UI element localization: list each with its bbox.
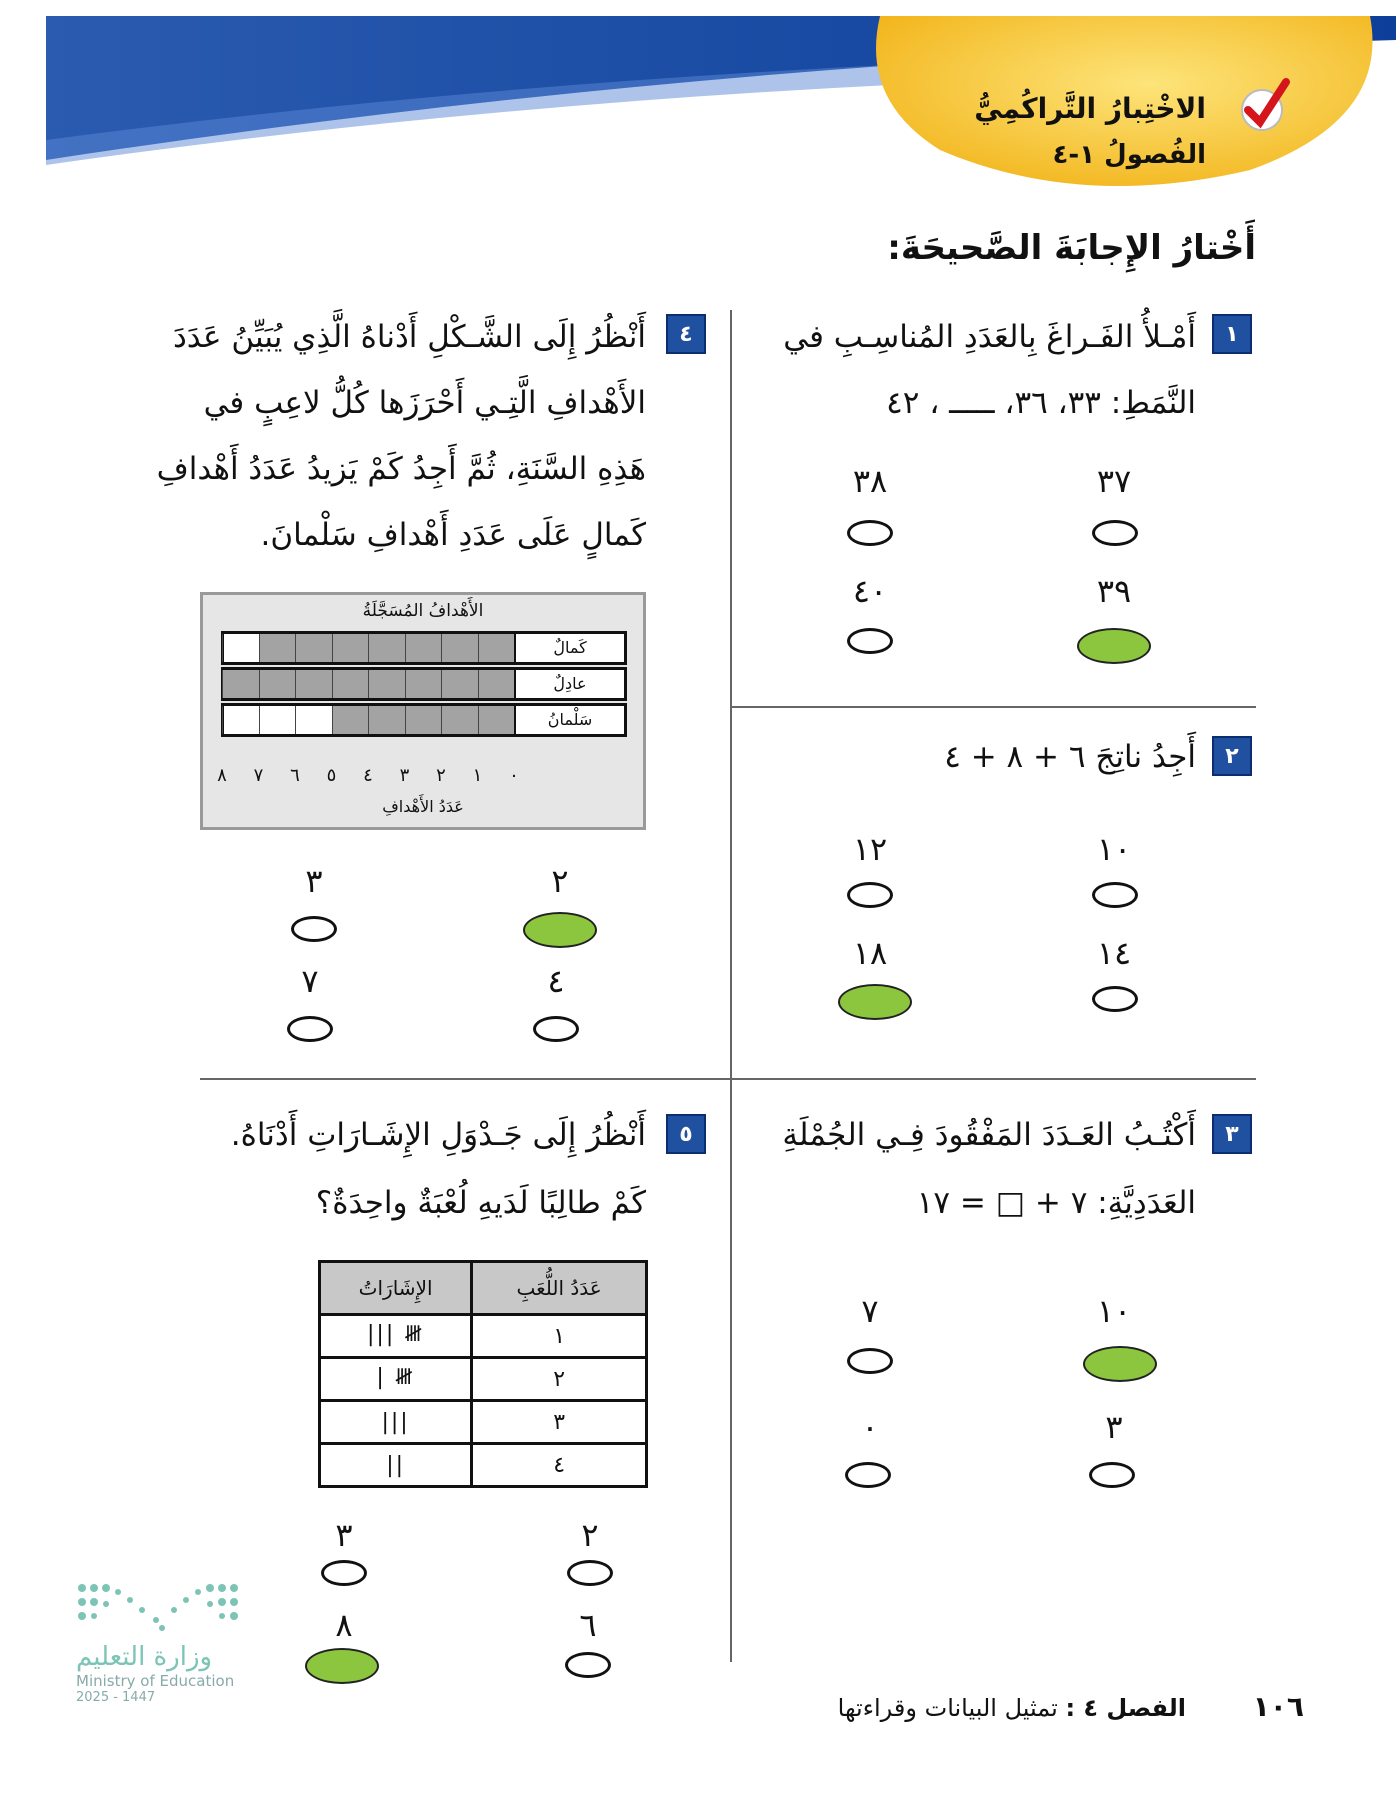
footer-chapter-title: تمثيل البيانات وقراءتها bbox=[837, 1694, 1058, 1722]
ministry-dots-icon bbox=[76, 1580, 246, 1636]
question-4-text-line1: أَنْظُرُ إِلَى الشَّـكْلِ أَدْناهُ الَّذِي يُبَيِّنُ عَدَدَ bbox=[172, 319, 646, 355]
option-5c-label: ٦ bbox=[579, 1606, 597, 1644]
chart-title: الأَهْدافُ المُسَجَّلَةُ bbox=[362, 601, 484, 621]
option-1a-label: ٣٧ bbox=[1096, 462, 1132, 500]
row-divider-left bbox=[200, 1078, 730, 1080]
option-3b-bubble[interactable] bbox=[847, 1348, 893, 1374]
goals-bar-chart bbox=[200, 592, 646, 830]
table-row bbox=[320, 1444, 647, 1487]
option-2b-label: ١٢ bbox=[852, 830, 888, 868]
question-1-text-line2: النَّمَطِ: ٣٣، ٣٦، ـــــ ، ٤٢ bbox=[886, 385, 1196, 421]
chart-bar-cell bbox=[259, 634, 296, 662]
chart-tick-label: ٦ bbox=[290, 765, 300, 786]
option-3c-bubble[interactable] bbox=[1089, 1462, 1135, 1488]
option-5a-label: ٢ bbox=[581, 1516, 599, 1554]
question-5-text-line2: كَمْ طالِبًا لَدَيهِ لُعْبَةٌ واحِدَةٌ؟ bbox=[315, 1185, 646, 1221]
chart-bar-row bbox=[221, 631, 627, 665]
option-4b-bubble[interactable] bbox=[291, 916, 337, 942]
page-number: ١٠٦ bbox=[1252, 1690, 1304, 1723]
option-2a-label: ١٠ bbox=[1096, 830, 1132, 868]
chart-bar-cell bbox=[405, 670, 442, 698]
tally-count: ٢ bbox=[472, 1358, 647, 1401]
chart-tick-label: ٢ bbox=[436, 765, 446, 786]
chart-bar-cell bbox=[332, 706, 369, 734]
question-number-3: ٣ bbox=[1212, 1114, 1252, 1154]
option-4a-bubble-selected[interactable] bbox=[523, 912, 597, 948]
option-3a-label: ١٠ bbox=[1096, 1292, 1132, 1330]
option-4c-label: ٤ bbox=[547, 962, 565, 1000]
chart-category-label: كَمالٌ bbox=[514, 634, 624, 662]
chart-bar-cell bbox=[332, 670, 369, 698]
instruction: أَخْتارُ الإِجابَةَ الصَّحيحَةَ: bbox=[887, 228, 1256, 268]
chart-tick-label: ٤ bbox=[363, 765, 373, 786]
tally-count: ٣ bbox=[472, 1401, 647, 1444]
option-5d-bubble-selected[interactable] bbox=[305, 1648, 379, 1684]
chart-tick-label: ١ bbox=[472, 765, 483, 786]
chart-bar-cell bbox=[295, 670, 332, 698]
question-3-text-line1: أَكْتُـبُ العَـدَدَ المَفْقُودَ فِـي الجُمْلَةِ bbox=[782, 1117, 1196, 1153]
option-2d-bubble-selected[interactable] bbox=[838, 984, 912, 1020]
question-2-text: أَجِدُ ناتِجَ ٦ + ٨ + ٤ bbox=[944, 739, 1196, 775]
option-4a-label: ٢ bbox=[551, 862, 569, 900]
option-1b-label: ٣٨ bbox=[852, 462, 888, 500]
chart-tick-label: ٠ bbox=[509, 765, 519, 786]
chart-bar-cell bbox=[368, 634, 405, 662]
option-2a-bubble[interactable] bbox=[1092, 882, 1138, 908]
option-3b-label: ٧ bbox=[861, 1292, 879, 1330]
option-5c-bubble[interactable] bbox=[565, 1652, 611, 1678]
question-1-text-line1: أَمْـلأُ الفَـراغَ بِالعَدَدِ المُناسِـبِ في bbox=[783, 319, 1196, 355]
option-4b-label: ٣ bbox=[305, 862, 323, 900]
chart-category-label: سَلْمانُ bbox=[514, 706, 624, 734]
chart-x-axis-label: عَدَدُ الأَهْدافِ bbox=[382, 797, 464, 816]
option-1c-bubble-selected[interactable] bbox=[1077, 628, 1151, 664]
chart-bar-cell bbox=[295, 706, 332, 734]
chart-bar-cell bbox=[405, 706, 442, 734]
tally-marks: ||| bbox=[320, 1401, 472, 1444]
table-row bbox=[320, 1358, 647, 1401]
option-4d-label: ٧ bbox=[301, 962, 319, 1000]
chart-bar-cell bbox=[295, 634, 332, 662]
option-1b-bubble[interactable] bbox=[847, 520, 893, 546]
question-number-2: ٢ bbox=[1212, 736, 1252, 776]
chart-bar-row bbox=[221, 667, 627, 701]
row-divider-right-2 bbox=[730, 1078, 1256, 1080]
chart-bar-cell bbox=[332, 634, 369, 662]
chart-bar-cell bbox=[259, 670, 296, 698]
test-subtitle: الفُصولُ ١-٤ bbox=[1052, 140, 1206, 170]
chart-bar-cell bbox=[441, 706, 478, 734]
column-divider bbox=[730, 310, 732, 1662]
table-row bbox=[320, 1401, 647, 1444]
chart-category-label: عادِلٌ bbox=[514, 670, 624, 698]
chart-bar-cell bbox=[368, 706, 405, 734]
option-2b-bubble[interactable] bbox=[847, 882, 893, 908]
question-number-1: ١ bbox=[1212, 314, 1252, 354]
tally-marks: 𝍸 | bbox=[320, 1358, 472, 1401]
chart-bar-cell bbox=[222, 634, 259, 662]
footer-chapter bbox=[838, 1694, 1186, 1722]
option-3c-label: ٣ bbox=[1105, 1408, 1123, 1446]
table-row bbox=[320, 1315, 647, 1358]
row-divider-right-1 bbox=[730, 706, 1256, 708]
option-2d-label: ١٨ bbox=[852, 934, 888, 972]
chart-tick-label: ٧ bbox=[253, 765, 264, 786]
ministry-name-ar: وزارة التعليم bbox=[76, 1642, 213, 1672]
footer-chapter-label: الفصل ٤ : bbox=[1065, 1694, 1186, 1722]
option-1a-bubble[interactable] bbox=[1092, 520, 1138, 546]
chart-bar-cell bbox=[368, 670, 405, 698]
chart-bar-cell bbox=[441, 670, 478, 698]
chart-bar-cell bbox=[222, 706, 259, 734]
option-5b-bubble[interactable] bbox=[321, 1560, 367, 1586]
option-5a-bubble[interactable] bbox=[567, 1560, 613, 1586]
tally-marks: 𝍸 ||| bbox=[320, 1315, 472, 1358]
chart-bar-row bbox=[221, 703, 627, 737]
question-4-text-line2: الأَهْدافِ الَّتِـي أَحْرَزَها كُلُّ لاعِبٍ في bbox=[203, 385, 646, 421]
question-number-4: ٤ bbox=[666, 314, 706, 354]
option-1c-label: ٣٩ bbox=[1096, 572, 1132, 610]
chart-bar-cell bbox=[259, 706, 296, 734]
chart-bar-cell bbox=[478, 670, 515, 698]
chart-bar-cell bbox=[441, 634, 478, 662]
option-1d-label: ٤٠ bbox=[852, 572, 888, 610]
test-title: الاخْتِبارُ التَّراكُمِيُّ bbox=[974, 92, 1206, 125]
ministry-name-en: Ministry of Education bbox=[76, 1672, 235, 1690]
chart-bar-cell bbox=[478, 634, 515, 662]
option-4d-bubble[interactable] bbox=[287, 1016, 333, 1042]
question-4-text-line3: هَذِهِ السَّنَةِ، ثُمَّ أَجِدُ كَمْ يَزيدُ عَدَدُ أَهْدافِ bbox=[156, 451, 646, 487]
chart-bar-cell bbox=[405, 634, 442, 662]
chart-tick-label: ٥ bbox=[326, 765, 337, 786]
question-5-text-line1: أَنْظُرُ إِلَى جَـدْوَلِ الإِشَـارَاتِ أَدْنَاهُ. bbox=[230, 1117, 646, 1153]
ministry-year: 2025 - 1447 bbox=[76, 1690, 156, 1705]
tally-header-marks: الإِشَارَاتُ bbox=[320, 1262, 472, 1315]
tally-header-count: عَدَدُ اللُّعَبِ bbox=[472, 1262, 647, 1315]
chart-tick-label: ٣ bbox=[399, 765, 410, 786]
chart-bar-cell bbox=[222, 670, 259, 698]
tally-table bbox=[318, 1260, 648, 1488]
ministry-logo bbox=[76, 1580, 256, 1705]
question-3-text-line2: العَدَدِيَّةِ: ٧ + □ = ١٧ bbox=[916, 1185, 1196, 1221]
option-4c-bubble[interactable] bbox=[533, 1016, 579, 1042]
option-1d-bubble[interactable] bbox=[847, 628, 893, 654]
tally-count: ٤ bbox=[472, 1444, 647, 1487]
option-3a-bubble-selected[interactable] bbox=[1083, 1346, 1157, 1382]
option-3d-label: ٠ bbox=[861, 1408, 879, 1446]
option-5d-label: ٨ bbox=[335, 1606, 353, 1644]
question-4-text-line4: كَمالٍ عَلَى عَدَدِ أَهْدافِ سَلْمانَ. bbox=[260, 517, 646, 553]
chart-bar-cell bbox=[478, 706, 515, 734]
option-3d-bubble[interactable] bbox=[845, 1462, 891, 1488]
tally-marks: || bbox=[320, 1444, 472, 1487]
question-number-5: ٥ bbox=[666, 1114, 706, 1154]
chart-tick-label: ٨ bbox=[217, 765, 227, 786]
option-2c-bubble[interactable] bbox=[1092, 986, 1138, 1012]
option-5b-label: ٣ bbox=[335, 1516, 353, 1554]
tally-count: ١ bbox=[472, 1315, 647, 1358]
option-2c-label: ١٤ bbox=[1096, 934, 1132, 972]
checkmark-icon bbox=[1232, 76, 1292, 136]
